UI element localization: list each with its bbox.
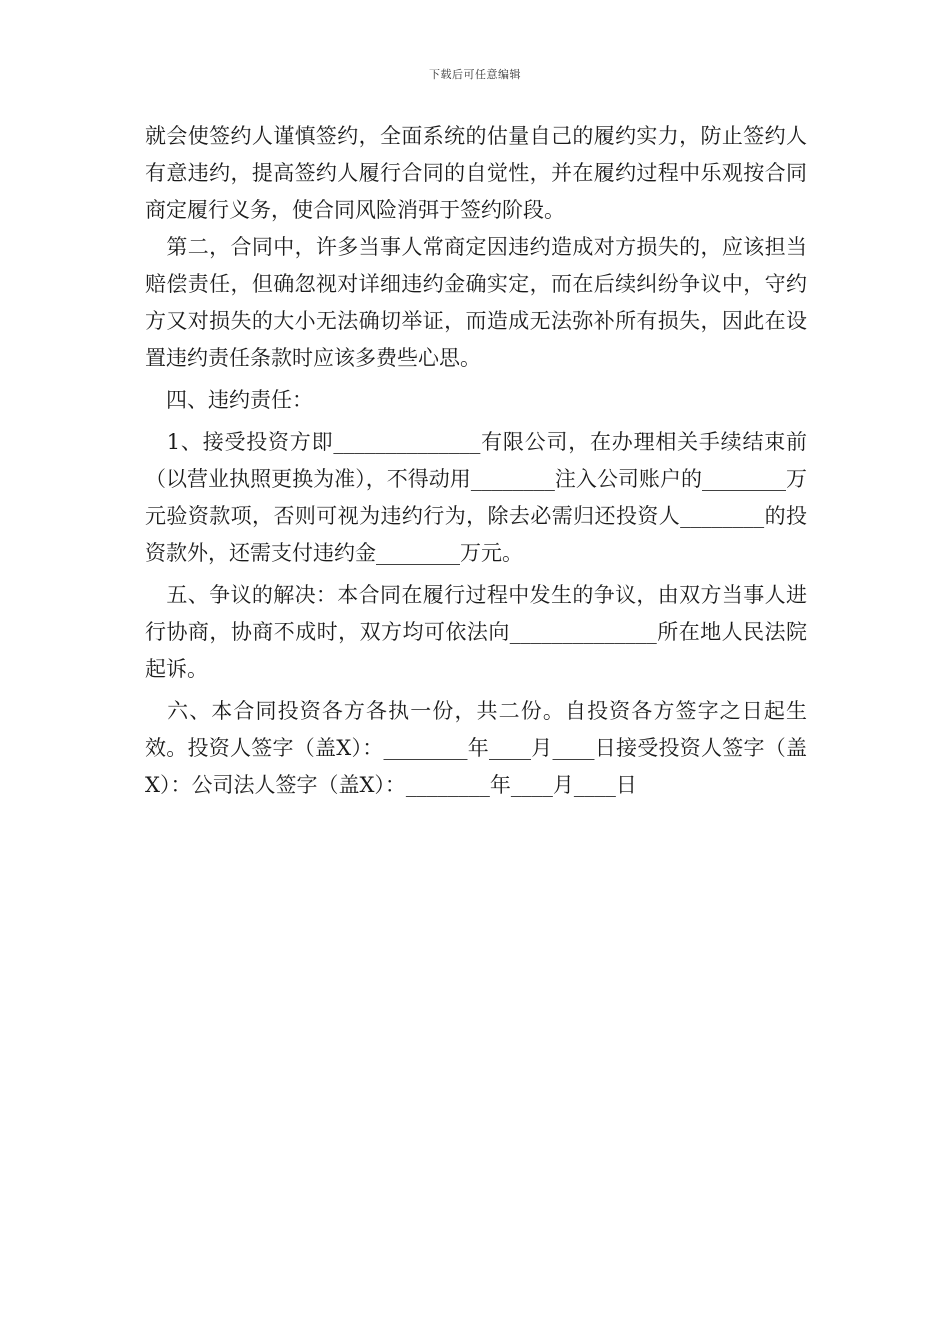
clause-1-breach: 1、接受投资方即______________有限公司，在办理相关手续结束前（以营业执照更换为准），不得动用________注入公司账户的________万元验资款项，否则可视为违约行为，除去必需归还投资人________的投资款外，还需支付违约金________万元。	[145, 430, 807, 565]
paragraph-second-point: 第二，合同中，许多当事人常商定因违约造成对方损失的，应该担当赔偿责任，但确忽视对详细违约金确实定，而在后续纠纷争议中，守约方又对损失的大小无法确切举证，而造成无法弥补所有损失，因此在设置违约责任条款时应该多费些心思。	[145, 235, 807, 370]
section-dispute-resolution: 五、争议的解决：本合同在履行过程中发生的争议，由双方当事人进行协商，协商不成时，双方均可依法向______________所在地人民法院起诉。	[145, 583, 807, 681]
document-body	[145, 118, 807, 804]
paragraph-intro: 就会使签约人谨慎签约，全面系统的估量自己的履约实力，防止签约人有意违约，提高签约人履行合同的自觉性，并在履约过程中乐观按合同商定履行义务，使合同风险消弭于签约阶段。	[145, 124, 807, 222]
page-header: 下载后可任意编辑	[429, 68, 521, 81]
section-signatures: 六、本合同投资各方各执一份，共二份。自投资各方签字之日起生效。投资人签字（盖X）：________年____月____日接受投资人签字（盖X）：公司法人签字（盖X）：________年____月____日	[145, 699, 807, 797]
section-heading-breach-liability: 四、违约责任：	[145, 388, 313, 412]
